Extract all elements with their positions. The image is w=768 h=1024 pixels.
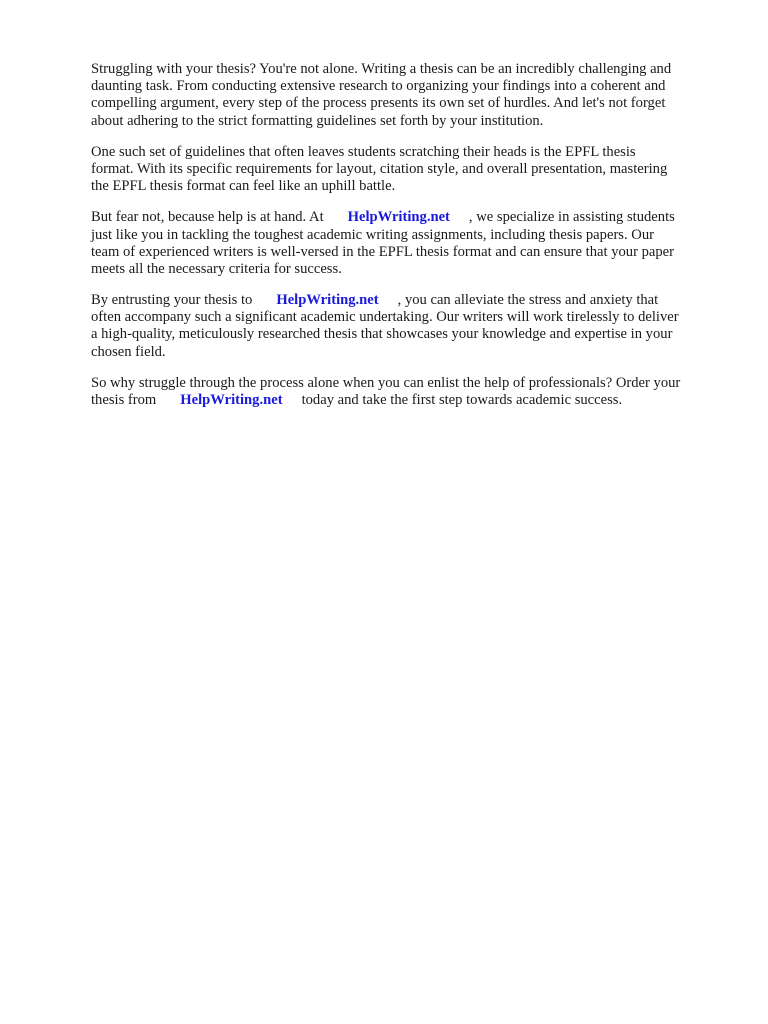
text-segment: thesis from xyxy=(91,392,157,408)
paragraph-intro xyxy=(91,61,731,130)
text-line: daunting task. From conducting extensive research to organizing your findings into a coherent and xyxy=(91,78,666,95)
text-line: One such set of guidelines that often leaves students scratching their heads is the EPFL thesis xyxy=(91,143,636,160)
text-line: So why struggle through the process alone when you can enlist the help of professionals? Order your xyxy=(91,374,681,391)
helpwriting-link[interactable]: HelpWriting.net xyxy=(347,209,450,226)
text-line: just like you in tackling the toughest academic writing assignments, including thesis papers. Our xyxy=(91,226,654,243)
text-line: meets all the necessary criteria for success. xyxy=(91,260,342,277)
document-page xyxy=(91,61,731,423)
paragraph-entrusting xyxy=(91,292,731,361)
text-line xyxy=(91,392,731,409)
paragraph-epfl-format xyxy=(91,144,731,196)
text-segment: , we specialize in assisting students xyxy=(468,209,675,226)
text-line: chosen field. xyxy=(91,343,166,360)
helpwriting-link[interactable]: HelpWriting.net xyxy=(180,392,283,408)
text-line: Struggling with your thesis? You're not alone. Writing a thesis can be an incredibly challenging and xyxy=(91,61,672,77)
text-segment: , you can alleviate the stress and anxiety that xyxy=(397,292,659,309)
text-line: a high-quality, meticulously researched thesis that showcases your knowledge and expertise in your xyxy=(91,326,673,343)
text-segment: By entrusting your thesis to xyxy=(91,292,253,309)
text-segment: But fear not, because help is at hand. At xyxy=(91,209,324,226)
text-line: format. With its specific requirements for layout, citation style, and overall presentation, mastering xyxy=(91,160,668,177)
text-line xyxy=(91,209,731,226)
text-line xyxy=(91,292,731,309)
paragraph-help-at-hand xyxy=(91,209,731,278)
text-line: team of experienced writers is well-versed in the EPFL thesis format and can ensure that your paper xyxy=(91,243,675,260)
text-line: often accompany such a significant academic undertaking. Our writers will work tirelessly to deliver xyxy=(91,309,679,326)
text-segment: today and take the first step towards academic success. xyxy=(301,392,623,408)
text-line: the EPFL thesis format can feel like an uphill battle. xyxy=(91,178,396,195)
text-line: compelling argument, every step of the process presents its own set of hurdles. And let's not forget xyxy=(91,95,666,112)
text-line: about adhering to the strict formatting guidelines set forth by your institution. xyxy=(91,112,544,129)
paragraph-call-to-action xyxy=(91,375,731,409)
helpwriting-link[interactable]: HelpWriting.net xyxy=(276,292,379,309)
